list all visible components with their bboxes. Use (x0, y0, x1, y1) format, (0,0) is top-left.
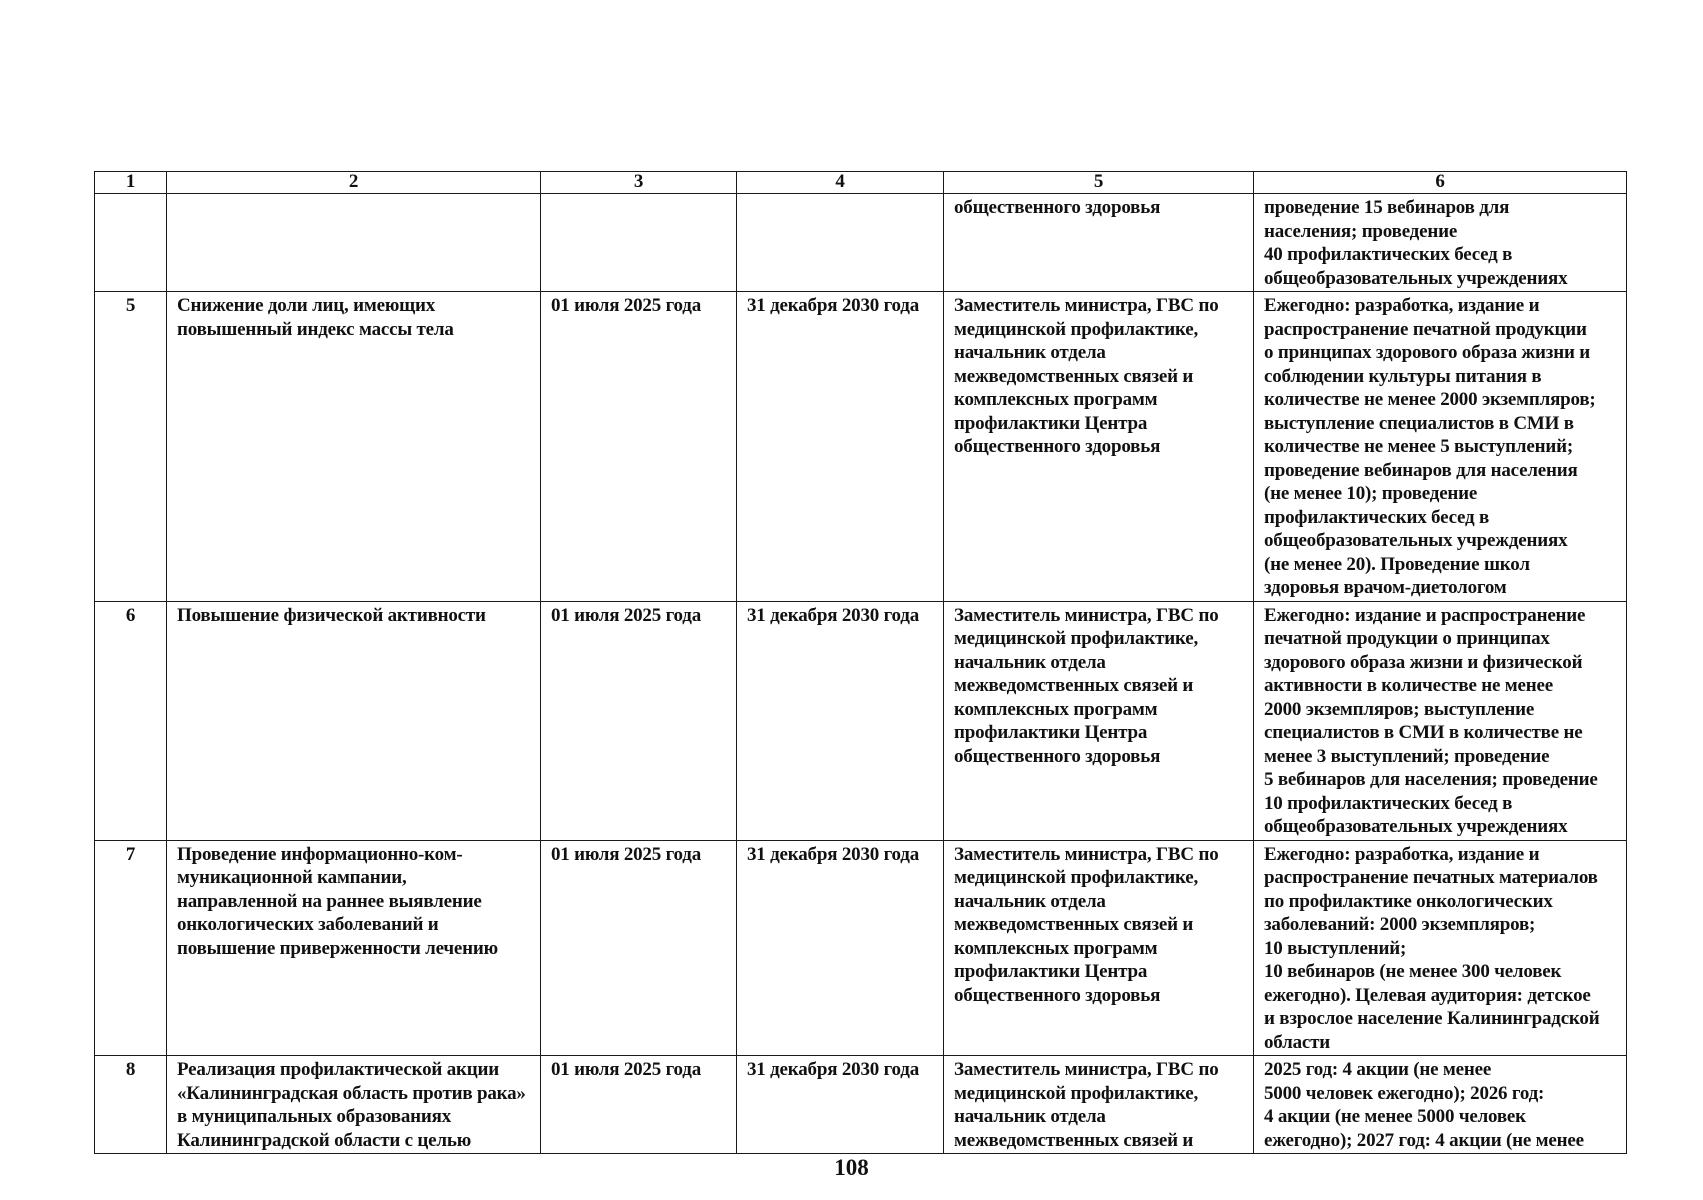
table-row (95, 292, 1627, 602)
table-row (95, 1056, 1627, 1154)
table-row (95, 840, 1627, 1056)
measure-cell (167, 601, 541, 840)
row-number-cell: 7 (95, 840, 167, 1056)
measure-cell (167, 194, 541, 292)
start-date-cell: 01 июля 2025 года (541, 601, 737, 840)
header-row (95, 172, 1627, 194)
measure-text: Повышение физической активности (177, 604, 486, 626)
start-date-cell: 01 июля 2025 года (541, 840, 737, 1056)
result-text: проведение 15 вебинаров для населения; проведение 40 профилактических бесед в общеобразовательных учреждениях (1264, 197, 1568, 289)
measure-cell (167, 292, 541, 602)
result-text: Ежегодно: издание и распространение печатной продукции о принципах здорового образа жизни и физической активности в количестве не менее 2000 экземпляров; выступление специалистов в СМИ в количестве не менее 3 выступлений; проведение 5 вебинаров для населения; проведение 10 профилактических бесед в общеобразовательных учреждениях (1264, 604, 1598, 837)
measure-text: Реализация профилактической акции «Калининградская область против рака» в муниципальных образованиях Калининградской области с целью (177, 1059, 526, 1151)
measure-cell (167, 840, 541, 1056)
start-date-cell: 01 июля 2025 года (541, 1056, 737, 1154)
responsible-cell (944, 1056, 1254, 1154)
end-date-cell: 31 декабря 2030 года (737, 292, 944, 602)
table-row (95, 194, 1627, 292)
result-cell (1254, 601, 1627, 840)
column-header-4: 4 (737, 172, 944, 194)
responsible-text: Заместитель министра, ГВС по медицинской профилактике, начальник отдела межведомственных связей и комплексных программ профилактики Центра общественного здоровья (954, 843, 1219, 1006)
start-date-cell (541, 194, 737, 292)
end-date-cell: 31 декабря 2030 года (737, 601, 944, 840)
responsible-cell (944, 840, 1254, 1056)
measure-text: Проведение информационно-ком- муникационной кампании, направленной на раннее выявление онкологических заболеваний и повышение приверженности лечению (177, 843, 498, 959)
responsible-cell (944, 194, 1254, 292)
responsible-text: общественного здоровья (954, 197, 1161, 218)
responsible-text: Заместитель министра, ГВС по медицинской профилактике, начальник отдела межведомственных связей и комплексных программ профилактики Центра общественного здоровья (954, 604, 1219, 767)
row-number-cell: 5 (95, 292, 167, 602)
end-date-cell (737, 194, 944, 292)
measures-table (94, 171, 1627, 1154)
measure-text: Снижение доли лиц, имеющих повышенный индекс массы тела (177, 295, 454, 340)
end-date-cell: 31 декабря 2030 года (737, 840, 944, 1056)
result-text: Ежегодно: разработка, издание и распространение печатных материалов по профилактике онкологических заболеваний: 2000 экземпляров; 10 выступлений; 10 вебинаров (не менее 300 человек ежегодно). Целевая аудитория: детское и взрослое население Калининградской области (1264, 843, 1600, 1053)
row-number-cell (95, 194, 167, 292)
row-number-cell: 8 (95, 1056, 167, 1154)
result-cell (1254, 840, 1627, 1056)
column-header-6: 6 (1254, 172, 1627, 194)
result-cell (1254, 292, 1627, 602)
responsible-cell (944, 292, 1254, 602)
row-number-cell: 6 (95, 601, 167, 840)
result-text: Ежегодно: разработка, издание и распространение печатной продукции о принципах здорового образа жизни и соблюдении культуры питания в количестве не менее 2000 экземпляров; выступление специалистов в СМИ в количестве не менее 5 выступлений; проведение вебинаров для населения (не менее 10); проведение профилактических бесед в общеобразовательных учреждениях (не менее 20). Проведение школ здоровья врачом-диетологом (1264, 295, 1596, 598)
column-header-1: 1 (95, 172, 167, 194)
result-text: 2025 год: 4 акции (не менее 5000 человек ежегодно); 2026 год: 4 акции (не менее 5000 человек ежегодно); 2027 год: 4 акции (не менее (1264, 1059, 1584, 1151)
table-row (95, 601, 1627, 840)
column-header-2: 2 (167, 172, 541, 194)
column-header-5: 5 (944, 172, 1254, 194)
result-cell (1254, 194, 1627, 292)
table-body (95, 172, 1627, 1154)
end-date-cell: 31 декабря 2030 года (737, 1056, 944, 1154)
start-date-cell: 01 июля 2025 года (541, 292, 737, 602)
measure-cell (167, 1056, 541, 1154)
responsible-text: Заместитель министра, ГВС по медицинской профилактике, начальник отдела межведомственных связей и (954, 1059, 1219, 1151)
page-number: 108 (834, 1155, 869, 1180)
column-header-3: 3 (541, 172, 737, 194)
result-cell (1254, 1056, 1627, 1154)
responsible-cell (944, 601, 1254, 840)
responsible-text: Заместитель министра, ГВС по медицинской профилактике, начальник отдела межведомственных связей и комплексных программ профилактики Центра общественного здоровья (954, 295, 1219, 457)
